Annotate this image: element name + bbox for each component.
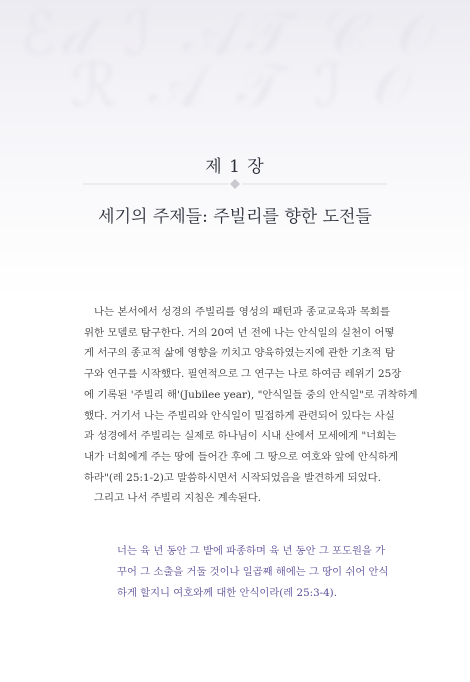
text-line: 나는 본서에서 성경의 주빌리를 영성의 패턴과 종교교육과 목회를 (94, 306, 390, 318)
text-line: 구와 연구를 시작했다. 필연적으로 그 연구는 나로 하여금 레위기 25장 (84, 368, 402, 381)
paragraph-1 (84, 302, 418, 488)
quote-line: 너는 육 년 동안 그 밭에 파종하며 육 년 동안 그 포도원을 가 (117, 545, 386, 557)
body-text (84, 302, 418, 509)
text-line: 에 기록된 '주빌리 해'(Jubilee year), "안식일들 중의 안식일"로 귀착하게 (84, 388, 418, 401)
paragraph-2 (84, 488, 390, 509)
scripture-quote (117, 541, 389, 604)
text-line: 하라"(레 25:1-2)고 말씀하시면서 시작되었음을 발견하게 되었다. (84, 471, 382, 484)
text-line: 내가 너희에게 주는 땅에 들어간 후에 그 땅으로 여호와 앞에 안식하게 (84, 450, 399, 463)
text-line: 과 성경에서 주빌리는 실제로 하나님이 시내 산에서 모세에게 "너희는 (84, 430, 397, 443)
text-line: 그리고 나서 주빌리 지침은 계속된다. (94, 492, 262, 505)
text-line: 위한 모델로 탐구한다. 거의 20여 년 전에 나는 안식일의 실천이 어떻 (84, 326, 395, 339)
quote-line: 하게 할지니 여호와께 대한 안식이라(레 25:3-4). (117, 587, 337, 599)
text-line: 게 서구의 종교적 삶에 영향을 끼치고 양육하였는지에 관한 기초적 탐 (84, 347, 395, 360)
diamond-divider-icon (83, 178, 387, 190)
decorative-watermark: ℰ𝒹 ℐ 𝒜𝒯 𝒞 𝒪 ℛ 𝒜 𝒯 ℐ 𝒪 (20, 0, 442, 121)
text-line: 했다. 거기서 나는 주빌리와 안식일이 밀접하게 관련되어 있다는 사실 (84, 409, 395, 422)
quote-line: 꾸어 그 소출을 거둘 것이나 일곱째 해에는 그 땅이 쉬어 안식 (117, 566, 389, 578)
chapter-number: 제 1 장 (205, 157, 265, 177)
chapter-title: 세기의 주제들: 주빌리를 향한 도전들 (98, 207, 372, 227)
